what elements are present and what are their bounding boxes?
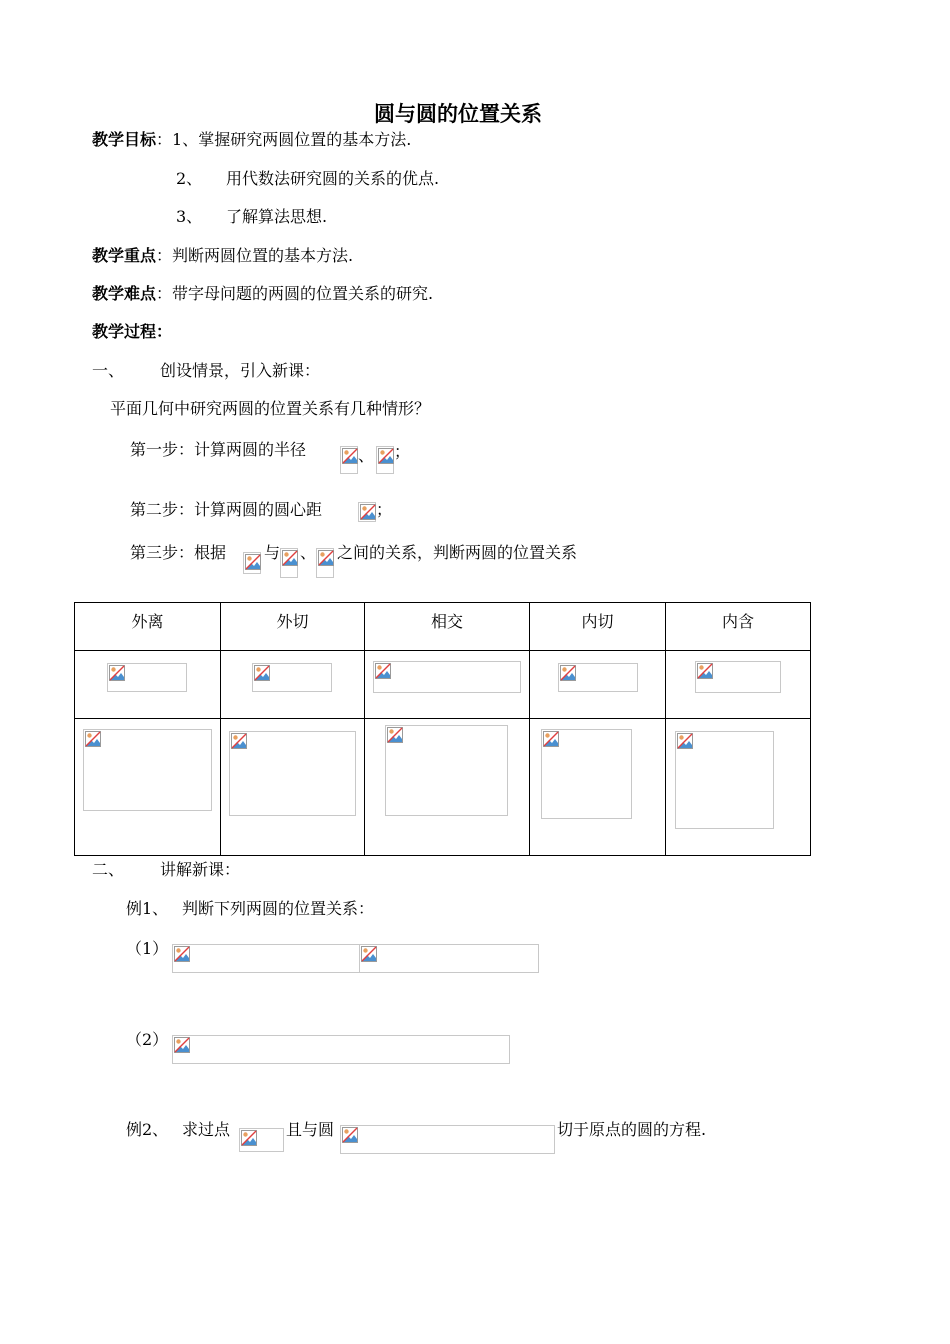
formula-cell (221, 651, 365, 719)
formula-image (373, 661, 521, 693)
diagram-image (229, 731, 356, 816)
broken-image-icon (241, 1130, 257, 1146)
example1-label: 例1、 (126, 899, 169, 918)
objective-2-num: 2、 (176, 169, 203, 188)
formula-image (243, 552, 261, 574)
diagram-cell (365, 719, 530, 856)
question: 平面几何中研究两圆的位置关系有几种情形？ (110, 399, 431, 418)
equation-image (172, 1035, 510, 1064)
difficult-point-text: 带字母问题的两圆的位置关系的研究. (172, 284, 434, 303)
formula-image (107, 663, 187, 692)
diagram-cell (530, 719, 666, 856)
diagram-cell (75, 719, 221, 856)
section1-title: 创设情景，引入新课： (160, 361, 321, 380)
broken-image-icon (109, 665, 125, 681)
broken-image-icon (254, 665, 270, 681)
broken-image-icon (375, 663, 391, 679)
example1-part1: （1） (126, 939, 169, 958)
step1-sep: 、 (358, 446, 375, 465)
example1-text: 判断下列两圆的位置关系： (182, 899, 375, 918)
formula-image (558, 663, 638, 692)
process-label: 教学过程： (92, 322, 173, 341)
broken-image-icon (560, 665, 576, 681)
formula-image (695, 661, 781, 693)
formula-image (358, 502, 376, 522)
key-point: 教学重点：判断两圆位置的基本方法. (92, 246, 354, 265)
step1-end: ； (394, 442, 411, 461)
broken-image-icon (387, 727, 403, 743)
formula-image (340, 446, 358, 474)
header-intersect: 相交 (365, 603, 530, 651)
broken-image-icon (231, 733, 247, 749)
example2-mid: 且与圆 (286, 1120, 335, 1139)
objectives: 教学目标：1、掌握研究两圆位置的基本方法. (92, 130, 412, 149)
broken-image-icon (174, 1037, 190, 1053)
difficult-point-label: 教学难点 (92, 284, 157, 303)
page-title: 圆与圆的位置关系 (374, 102, 542, 126)
example2-label: 例2、 (126, 1120, 169, 1139)
broken-image-icon (174, 946, 190, 962)
step2-end: ； (376, 500, 393, 519)
diagram-cell (666, 719, 811, 856)
step3-post: 之间的关系，判断两圆的位置关系 (337, 543, 578, 562)
diagram-image (83, 729, 212, 811)
formula-image (376, 446, 394, 474)
section2-title: 讲解新课： (160, 860, 241, 879)
example1-part2: （2） (126, 1030, 169, 1049)
header-separate: 外离 (75, 603, 221, 651)
broken-image-icon (282, 550, 298, 566)
key-point-text: 判断两圆位置的基本方法. (172, 246, 354, 265)
diagram-image (675, 731, 774, 829)
broken-image-icon (342, 1127, 358, 1143)
difficult-point: 教学难点：带字母问题的两圆的位置关系的研究. (92, 284, 434, 303)
broken-image-icon (543, 731, 559, 747)
formula-cell (530, 651, 666, 719)
objective-3-num: 3、 (176, 207, 203, 226)
section2-num: 二、 (92, 860, 125, 879)
diagram-image (541, 729, 632, 819)
diagram-image (385, 725, 508, 816)
broken-image-icon (245, 554, 261, 570)
broken-image-icon (677, 733, 693, 749)
equation-image (340, 1125, 555, 1154)
objective-1: 1、掌握研究两圆位置的基本方法. (172, 130, 412, 149)
objectives-label: 教学目标 (92, 130, 157, 149)
broken-image-icon (361, 946, 377, 962)
broken-image-icon (318, 550, 334, 566)
broken-image-icon (85, 731, 101, 747)
objective-2: 用代数法研究圆的关系的优点. (226, 169, 440, 188)
formula-cell (365, 651, 530, 719)
formula-cell (75, 651, 221, 719)
formula-image (252, 663, 332, 692)
broken-image-icon (360, 504, 376, 520)
broken-image-icon (378, 448, 394, 464)
position-relation-table (74, 602, 811, 856)
formula-image (280, 548, 298, 578)
example2-post: 切于原点的圆的方程. (557, 1120, 707, 1139)
objective-3: 了解算法思想. (226, 207, 328, 226)
broken-image-icon (342, 448, 358, 464)
broken-image-icon (697, 663, 713, 679)
step1-text: 第一步：计算两圆的半径 (130, 440, 307, 459)
header-external-tangent: 外切 (221, 603, 365, 651)
step3-pre: 第三步：根据 (130, 543, 227, 562)
example2-pre: 求过点 (182, 1120, 231, 1139)
step3-sep: 、 (300, 543, 317, 562)
header-internal-tangent: 内切 (530, 603, 666, 651)
formula-image (316, 548, 334, 578)
equation-image (359, 944, 539, 973)
equation-image (172, 944, 360, 973)
key-point-label: 教学重点 (92, 246, 157, 265)
formula-cell (666, 651, 811, 719)
header-contain: 内含 (666, 603, 811, 651)
section1-num: 一、 (92, 361, 125, 380)
diagram-cell (221, 719, 365, 856)
step2-text: 第二步：计算两圆的圆心距 (130, 500, 323, 519)
point-image (239, 1128, 284, 1152)
step3-mid: 与 (264, 543, 281, 562)
